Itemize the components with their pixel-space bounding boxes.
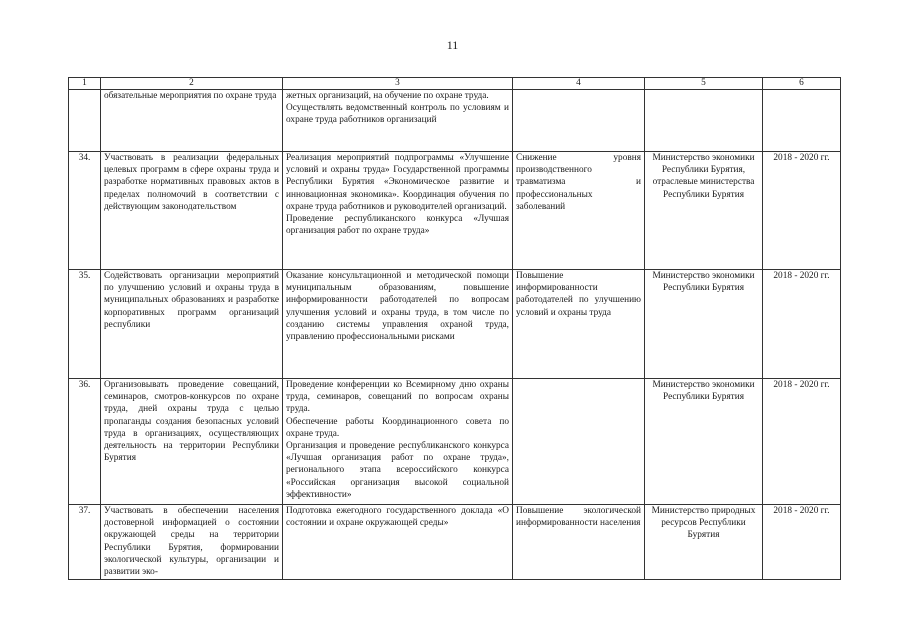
content-cell [283,270,513,379]
content-paragraph: жетных организаций, на обучение по охране труда. [286,91,489,101]
row-number: 36. [69,379,101,505]
period-cell: 2018 - 2020 гг. [763,505,841,580]
column-header: 6 [763,78,841,90]
responsible-cell: Министерство экономики Республики Бурятия [645,270,763,379]
action-cell: обязательные мероприятия по охране труда [101,90,283,152]
content-paragraph: Проведение республиканского конкурса «Лучшая организация работ по охране труда» [286,214,509,237]
row-number: 37. [69,505,101,580]
responsible-cell: Министерство природных ресурсов Республики Бурятия [645,505,763,580]
row-number: 35. [69,270,101,379]
content-paragraph: Осуществлять ведомственный контроль по условиям и охране труда работников организаций [286,103,509,126]
result-cell [513,379,645,505]
column-header: 3 [283,78,513,90]
row-number [69,90,101,152]
responsible-cell: Министерство экономики Республики Бурятия [645,379,763,505]
table-header-row [69,78,841,90]
table-row [69,505,841,580]
table-row [69,379,841,505]
content-paragraph: Проведение конференции ко Всемирному дню охраны труда, семинаров, совещаний по вопросам охраны труда. [286,380,509,415]
result-cell: Повышение экологической информированности населения [513,505,645,580]
table-row [69,270,841,379]
content-paragraph: Оказание консультационной и методической помощи муниципальным образованиям, повышение информированности работодателей по вопросам улучшения условий и охраны труда, в том числе по созданию системы управления охраной труда, управлению профессиональными рисками [286,271,509,343]
activities-table [68,77,841,580]
responsible-cell [645,90,763,152]
column-header: 1 [69,78,101,90]
action-cell: Участвовать в обеспечении населения достоверной информацией о состоянии окружающей среды на территории Республики Бурятия, формировании экологической культуры, организации и развитии эко- [101,505,283,580]
table-row [69,152,841,270]
result-cell: Повышение информированности работодателей по улучшению условий и охраны труда [513,270,645,379]
period-cell: 2018 - 2020 гг. [763,152,841,270]
content-paragraph: Подготовка ежегодного государственного доклада «О состоянии и охране окружающей среды» [286,506,509,529]
period-cell [763,90,841,152]
content-cell [283,505,513,580]
content-cell [283,379,513,505]
content-cell [283,90,513,152]
result-cell: Снижение уровня производственного травматизма и профессиональных заболеваний [513,152,645,270]
content-paragraph: Реализация мероприятий подпрограммы «Улучшение условий и охраны труда» Государственной программы Республики Бурятия «Экономическое развитие и инновационная экономика». Координация обучения по охране труда работников и руководителей организаций. [286,153,509,212]
content-paragraph: Обеспечение работы Координационного совета по охране труда. [286,416,509,439]
period-cell: 2018 - 2020 гг. [763,379,841,505]
content-cell [283,152,513,270]
content-paragraph: Организация и проведение республиканского конкурса «Лучшая организация работ по охране труда», регионального этапа всероссийского конкурса «Российская организация высокой социальной эффективности» [286,441,509,500]
column-header: 2 [101,78,283,90]
row-number: 34. [69,152,101,270]
responsible-cell: Министерство экономики Республики Бурятия, отраслевые министерства Республики Бурятия [645,152,763,270]
table-row-continuation [69,90,841,152]
column-header: 5 [645,78,763,90]
action-cell: Участвовать в реализации федеральных целевых программ в сфере охраны труда и разработке нормативных правовых актов в пределах полномочий в соответствии с действующим законодательством [101,152,283,270]
action-cell: Содействовать организации мероприятий по улучшению условий и охраны труда в муниципальных образованиях и разработке корпоративных программ организаций республики [101,270,283,379]
column-header: 4 [513,78,645,90]
period-cell: 2018 - 2020 гг. [763,270,841,379]
result-cell [513,90,645,152]
page-number: 11 [446,38,459,52]
action-cell: Организовывать проведение совещаний, семинаров, смотров-конкурсов по охране труда, дней охраны труда с целью пропаганды создания безопасных условий труда в организациях, осуществляющих деятельность на территории Республики Бурятия [101,379,283,505]
